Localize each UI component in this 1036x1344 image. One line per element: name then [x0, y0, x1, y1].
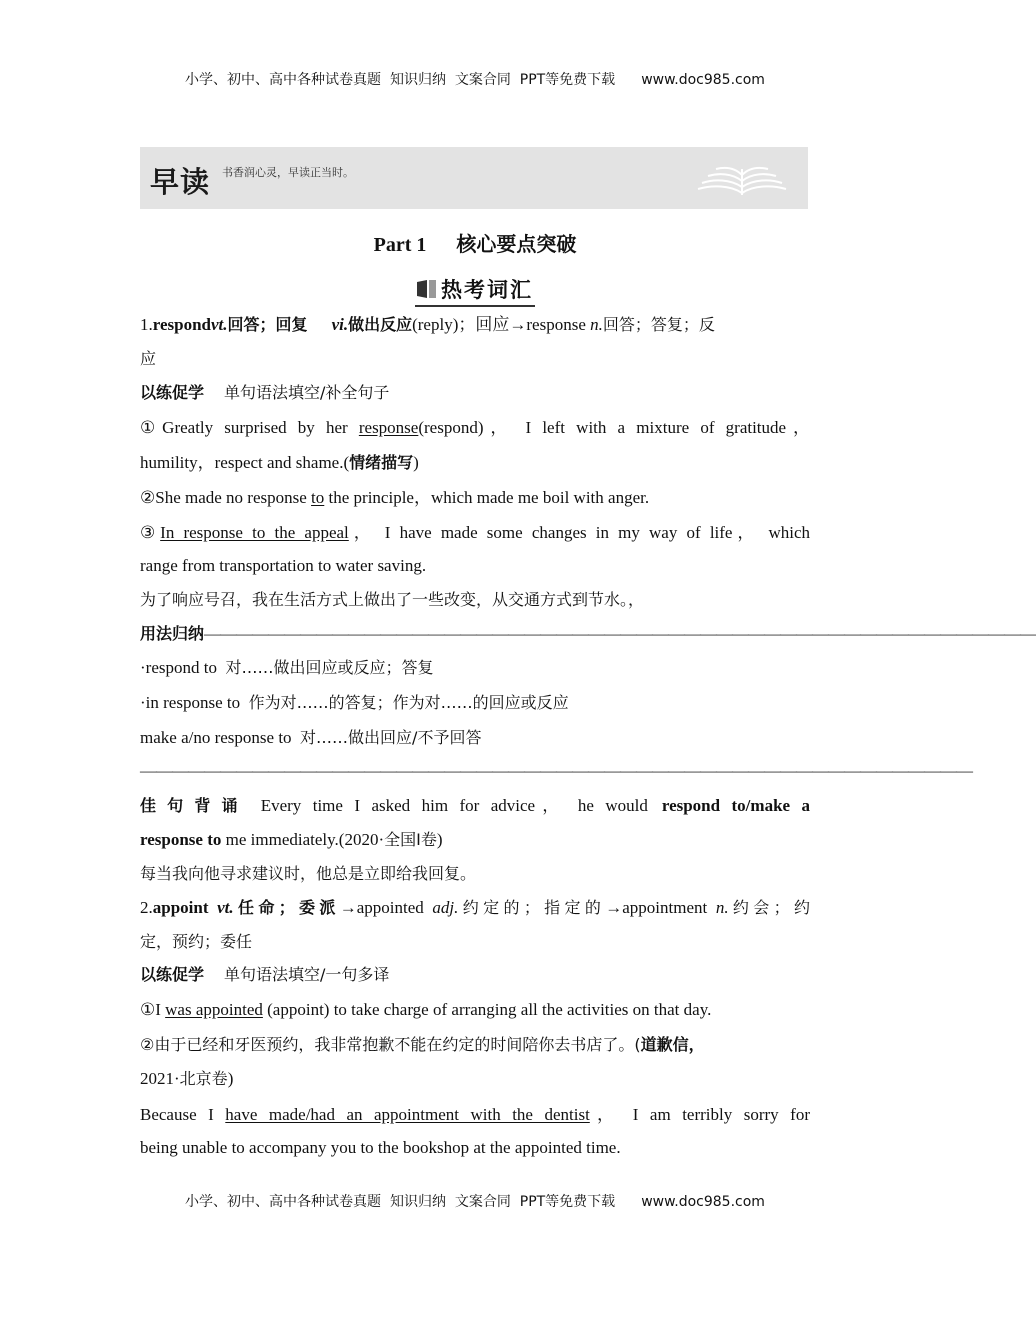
example-3-line-1 [140, 522, 810, 544]
arrow-icon: → [339, 898, 357, 917]
header-text: 小学、初中、高中各种试卷真题 知识归纳 文案合同 PPT等免费下载 [185, 72, 616, 88]
answer-blank[interactable]: have made/had an appointment with the dentist [225, 1105, 590, 1124]
arrow-icon: → [605, 898, 623, 917]
definition: 做出反应 [348, 315, 413, 334]
usage-item [140, 727, 810, 749]
good-sentence-line-2 [140, 829, 810, 851]
part-of-speech: vt. [217, 898, 234, 917]
entry-respond [140, 314, 810, 336]
practice-type: 单句语法填空/补全句子 [224, 383, 390, 402]
example-3-line-2: range from transportation to water saving. [140, 556, 427, 575]
source-tag: 全国Ⅰ卷 [384, 830, 437, 849]
example-text: Because I [140, 1105, 214, 1124]
morning-reading-banner [140, 147, 808, 209]
example-text: the principle，which made me boil with anger. [328, 488, 650, 507]
practice-label-2 [140, 964, 810, 986]
example-text: ) [227, 1069, 234, 1088]
part-of-speech: n. [715, 898, 729, 917]
section-title [0, 274, 950, 307]
definition-note: (reply)；回应 [412, 315, 510, 334]
headword: appoint [152, 898, 209, 917]
answer-blank[interactable]: In response to the appeal [160, 523, 349, 542]
headword: respond [152, 315, 212, 334]
key-phrase: response to [140, 830, 222, 849]
example-5-line-3 [140, 1104, 810, 1126]
key-phrase: respond to/make a [661, 796, 810, 815]
usage-meaning: 对……做出回应或反应；答复 [225, 658, 434, 677]
definition: 约会；约 [728, 898, 810, 917]
usage-phrase: make a/no response to [140, 728, 292, 747]
example-1-line-1 [140, 417, 810, 439]
topic-tag: 道歉信， [640, 1035, 705, 1054]
usage-meaning: 作为对……的答复；作为对……的回应或反应 [248, 693, 569, 712]
usage-item [140, 692, 810, 714]
page-footer [0, 1191, 950, 1211]
example-5-line-4: being unable to accompany you to the bookshop at the appointed time. [140, 1138, 621, 1157]
example-5-line-2 [140, 1068, 810, 1090]
example-text: ②由于已经和牙医预约，我非常抱歉不能在约定的时间陪你去书店了。( [140, 1035, 641, 1054]
usage-label: 用法归纳 [140, 624, 205, 643]
example-text: ①I [140, 1000, 161, 1019]
footer-text: 小学、初中、高中各种试卷真题 知识归纳 文案合同 PPT等免费下载 [185, 1194, 616, 1210]
divider-line: ———————————————————————————————————————————————————— [204, 624, 1036, 643]
example-text: ) [413, 453, 419, 472]
divider-line: ———————————————————————————————————————————————————— [140, 761, 972, 780]
example-4 [140, 999, 810, 1021]
answer-blank[interactable]: to [311, 488, 325, 507]
entry-respond-cont: 应 [140, 349, 157, 368]
usage-phrase: ·respond to [140, 658, 217, 677]
header-url[interactable]: www.doc985.com [641, 72, 765, 88]
example-5-line-1 [140, 1034, 810, 1056]
usage-meaning: 对……做出回应/不予回答 [300, 728, 482, 747]
definition: 回答；答复；反 [602, 315, 715, 334]
banner-subtitle: 书香润心灵，早读正当时。 [222, 166, 354, 179]
example-text: (appoint) to take charge of arranging all the activities on that day. [267, 1000, 712, 1019]
source-tag: 北京卷 [179, 1069, 228, 1088]
derived-word: response [526, 315, 586, 334]
entry-appoint-cont: 定，预约；委任 [140, 932, 253, 951]
good-sentence-label: 佳句背诵 [140, 796, 249, 815]
example-text: ， I am terribly sorry for [589, 1105, 810, 1124]
usage-phrase: ·in response to [140, 693, 241, 712]
part-of-speech: adj. [432, 898, 459, 917]
practice-type: 单句语法填空/一句多译 [224, 965, 390, 984]
definition: 约定的；指定的 [458, 898, 606, 917]
answer-blank[interactable]: response [358, 418, 419, 437]
example-text: (respond)， I left with a mixture of gratitude， [418, 418, 810, 437]
practice-label: 以练促学 [140, 383, 205, 402]
part-of-speech: vt. [211, 315, 228, 334]
page-header [0, 69, 950, 89]
arrow-icon: → [509, 315, 527, 334]
part-title: Part 1 核心要点突破 [373, 234, 577, 256]
derived-word: appointed [356, 898, 424, 917]
footer-url[interactable]: www.doc985.com [641, 1194, 765, 1210]
good-sentence-translation: 每当我向他寻求建议时，他总是立即给我回复。 [140, 864, 477, 883]
example-text: ) [436, 830, 443, 849]
example-3-translation: 为了响应号召，我在生活方式上做出了一些改变，从交通方式到节水。， [140, 590, 645, 609]
entry-number: 1. [140, 315, 153, 334]
part-of-speech: vi. [331, 315, 349, 334]
usage-item [140, 657, 810, 679]
example-number: ③ [140, 523, 161, 542]
practice-label-1 [140, 382, 810, 404]
section-marker-icon [417, 280, 437, 298]
example-text: humility，respect and shame.( [140, 453, 350, 472]
example-text: Every time I asked him for advice， he would [260, 796, 648, 815]
example-2 [140, 487, 810, 509]
topic-tag: 情绪描写 [349, 453, 414, 472]
definition: 任命；委派 [233, 898, 340, 917]
entry-appoint [140, 897, 810, 919]
example-text: me immediately.(2020· [225, 830, 385, 849]
definition: 回答；回复 [227, 315, 308, 334]
example-text: ②She made no response [140, 488, 307, 507]
example-text: ， I have made some changes in my way of life， which [348, 523, 810, 542]
answer-blank[interactable]: was appointed [165, 1000, 263, 1019]
example-text: 2021· [140, 1069, 180, 1088]
entry-number: 2. [140, 898, 153, 917]
practice-label: 以练促学 [140, 965, 205, 984]
open-book-icon [694, 159, 790, 199]
usage-heading [140, 623, 1036, 645]
example-text: ①Greatly surprised by her [140, 418, 348, 437]
derived-word: appointment [622, 898, 708, 917]
section-title-text: 热考词汇 [441, 278, 533, 302]
good-sentence-line-1 [140, 795, 810, 817]
banner-title: 早读 [150, 165, 211, 199]
part-of-speech: n. [590, 315, 603, 334]
example-1-line-2 [140, 452, 810, 474]
